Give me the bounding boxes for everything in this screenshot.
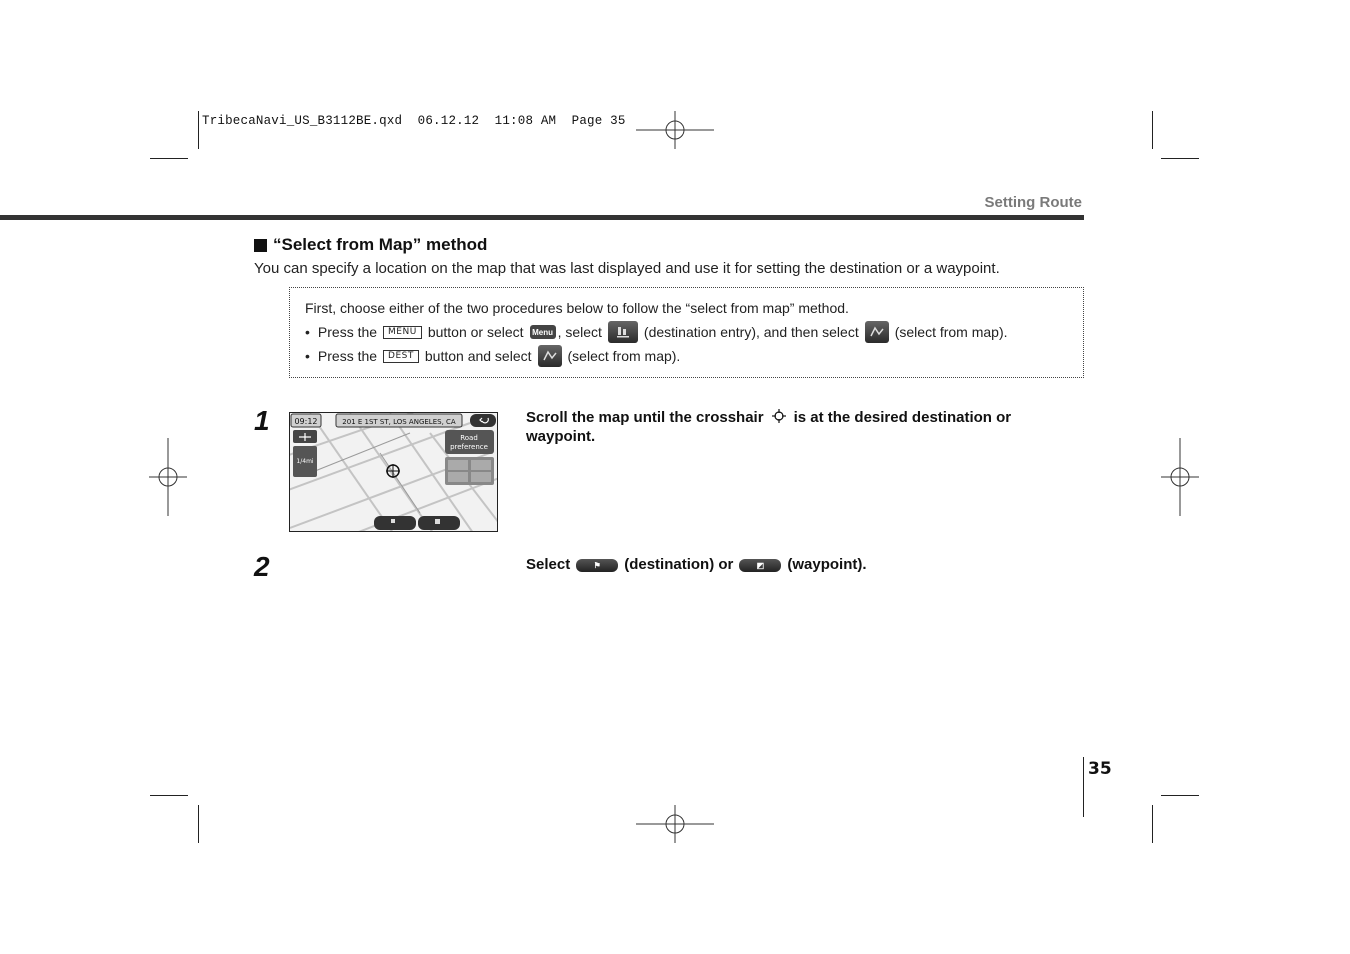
note-bullet-1: • Press the MENU button or select Menu , select (destination entry), and then select (select from map).	[305, 320, 1068, 344]
bullet-dot: •	[305, 348, 310, 364]
nav-road-pref-1: Road	[460, 434, 478, 442]
print-slug: TribecaNavi_US_B3112BE.qxd 06.12.12 11:08 AM Page 35	[202, 114, 626, 128]
dest-key-icon: DEST	[383, 350, 419, 363]
registration-mark-bottom	[636, 785, 714, 863]
step-2-instruction: Select ⚑ (destination) or ◩ (waypoint).	[526, 556, 867, 573]
header-rule	[0, 215, 1084, 220]
nav-road-pref-2: preference	[450, 443, 488, 451]
section-heading: Setting Route	[984, 194, 1082, 211]
intro-paragraph: You can specify a location on the map that was last displayed and use it for setting the destination or a waypoint.	[254, 260, 1000, 277]
crop-mark	[1152, 805, 1153, 843]
bullet-dot: •	[305, 324, 310, 340]
page-number-rule	[1083, 757, 1084, 817]
crop-mark	[198, 111, 199, 149]
nav-time: 09:12	[294, 417, 318, 426]
destination-entry-icon	[608, 321, 638, 343]
page-number: 35	[1088, 759, 1112, 779]
note-bullet-2: • Press the DEST button and select (select from map).	[305, 344, 1068, 368]
subsection-heading-text: “Select from Map” method	[273, 235, 488, 254]
step-1-instruction: Scroll the map until the crosshair is at the desired destination or waypoint.	[526, 409, 1012, 445]
crop-mark	[1161, 795, 1199, 796]
crop-mark	[1161, 158, 1199, 159]
crosshair-icon	[772, 409, 786, 423]
waypoint-flag-icon: ◩	[739, 559, 781, 572]
subsection-heading	[254, 235, 487, 255]
registration-mark-left	[129, 438, 207, 516]
select-from-map-icon	[538, 345, 562, 367]
square-bullet-icon	[254, 239, 267, 252]
registration-mark-top	[636, 91, 714, 169]
navigation-map-screenshot	[289, 412, 498, 532]
menu-button-icon: Menu	[530, 325, 556, 339]
crop-mark	[150, 158, 188, 159]
destination-flag-icon: ⚑	[576, 559, 618, 572]
nav-scale: 1/4mi	[296, 458, 314, 465]
note-intro: First, choose either of the two procedures below to follow the “select from map” method.	[305, 300, 849, 316]
step-number-2: 2	[254, 551, 270, 582]
nav-address: 201 E 1ST ST, LOS ANGELES, CA	[342, 418, 456, 426]
crop-mark	[198, 805, 199, 843]
step-number-1: 1	[254, 405, 270, 436]
crop-mark	[1152, 111, 1153, 149]
select-from-map-icon	[865, 321, 889, 343]
menu-key-icon: MENU	[383, 326, 422, 339]
registration-mark-right	[1141, 438, 1219, 516]
procedure-note-box	[289, 287, 1084, 378]
crop-mark	[150, 795, 188, 796]
